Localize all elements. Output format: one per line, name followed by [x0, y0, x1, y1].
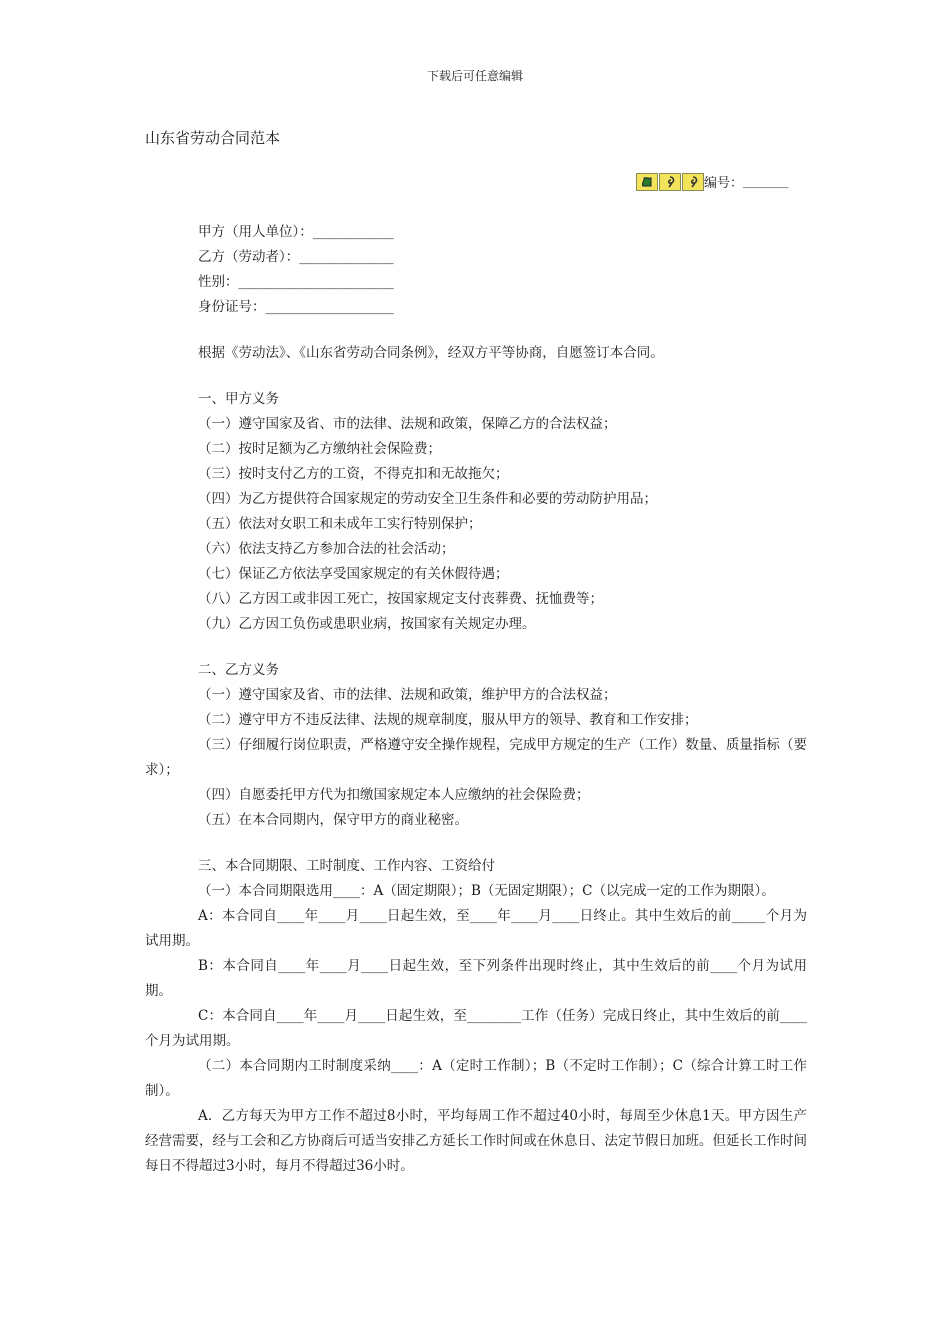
gender-field[interactable]: 性别：_______________________ [198, 274, 394, 290]
section2-item: （一）遵守国家及省、市的法律、法规和政策，维护甲方的合法权益； [198, 687, 617, 703]
section3-heading: 三、本合同期限、工时制度、工作内容、工资给付 [198, 858, 495, 874]
section3-paragraph: A：本合同自____年____月____日起生效，至____年____月____日终止。其中生效后的前_____个月为试用期。 [145, 908, 807, 949]
page-header: 下载后可任意编辑 [426, 69, 523, 83]
section1-heading: 一、甲方义务 [198, 391, 279, 407]
section3-paragraph: A．乙方每天为甲方工作不超过8小时，平均每周工作不超过40小时，每周至少休息1天。甲方因生产经营需要，经与工会和乙方协商后可适当安排乙方延长工作时间或在休息日、法定节假日加班。但延长工作时间每日不得超过3小时，每月不得超过36小时。 [145, 1108, 807, 1174]
toolbar-icons [636, 173, 704, 191]
section1-item: （七）保证乙方依法享受国家规定的有关休假待遇； [198, 566, 509, 582]
section2-item: （四）自愿委托甲方代为扣缴国家规定本人应缴纳的社会保险费； [198, 787, 590, 803]
serial-value[interactable]: _______ [743, 174, 789, 189]
section1-item: （五）依法对女职工和未成年工实行特别保护； [198, 516, 482, 532]
party-a-field[interactable]: 甲方（用人单位）：____________ [198, 224, 394, 240]
section3-paragraph: C：本合同自____年____月____日起生效，至________工作（任务）完成日终止，其中生效后的前____个月为试用期。 [145, 1008, 807, 1049]
section1-item: （三）按时支付乙方的工资，不得克扣和无故拖欠； [198, 466, 509, 482]
id-number-field[interactable]: 身份证号：___________________ [198, 299, 394, 315]
section2-item: （二）遵守甲方不违反法律、法规的规章制度，服从甲方的领导、教育和工作安排； [198, 712, 698, 728]
serial-label: 编号： [704, 176, 744, 191]
section2-heading: 二、乙方义务 [198, 662, 279, 678]
section1-item: （四）为乙方提供符合国家规定的劳动安全卫生条件和必要的劳动防护用品； [198, 491, 657, 507]
spiral-icon-2[interactable] [682, 173, 704, 191]
section3-paragraph: （一）本合同期限选用____：A（固定期限）；B（无固定期限）；C（以完成一定的工作为期限）。 [198, 883, 775, 899]
section2-item: （五）在本合同期内，保守甲方的商业秘密。 [198, 812, 468, 828]
preamble: 根据《劳动法》、《山东省劳动合同条例》，经双方平等协商，自愿签订本合同。 [198, 345, 664, 361]
section1-item: （六）依法支持乙方参加合法的社会活动； [198, 541, 455, 557]
scroll-icon[interactable] [636, 173, 658, 191]
section1-item: （九）乙方因工负伤或患职业病，按国家有关规定办理。 [198, 616, 536, 632]
section3-paragraph: （二）本合同期内工时制度采纳____：A（定时工作制）；B（不定时工作制）；C（综合计算工时工作制）。 [145, 1058, 807, 1099]
section3-paragraph: B：本合同自____年____月____日起生效，至下列条件出现时终止，其中生效后的前____个月为试用期。 [145, 958, 807, 999]
party-b-field[interactable]: 乙方（劳动者）：______________ [198, 249, 394, 265]
section1-item: （八）乙方因工或非因工死亡，按国家规定支付丧葬费、抚恤费等； [198, 591, 603, 607]
serial-number-row [636, 172, 789, 191]
document-title: 山东省劳动合同范本 [145, 129, 281, 147]
section1-item: （一）遵守国家及省、市的法律、法规和政策，保障乙方的合法权益； [198, 416, 617, 432]
section1-item: （二）按时足额为乙方缴纳社会保险费； [198, 441, 441, 457]
section2-item: （三）仔细履行岗位职责，严格遵守安全操作规程，完成甲方规定的生产（工作）数量、质量指标（要求）； [145, 737, 807, 778]
contract-body [145, 220, 807, 1179]
spiral-icon-1[interactable] [659, 173, 681, 191]
